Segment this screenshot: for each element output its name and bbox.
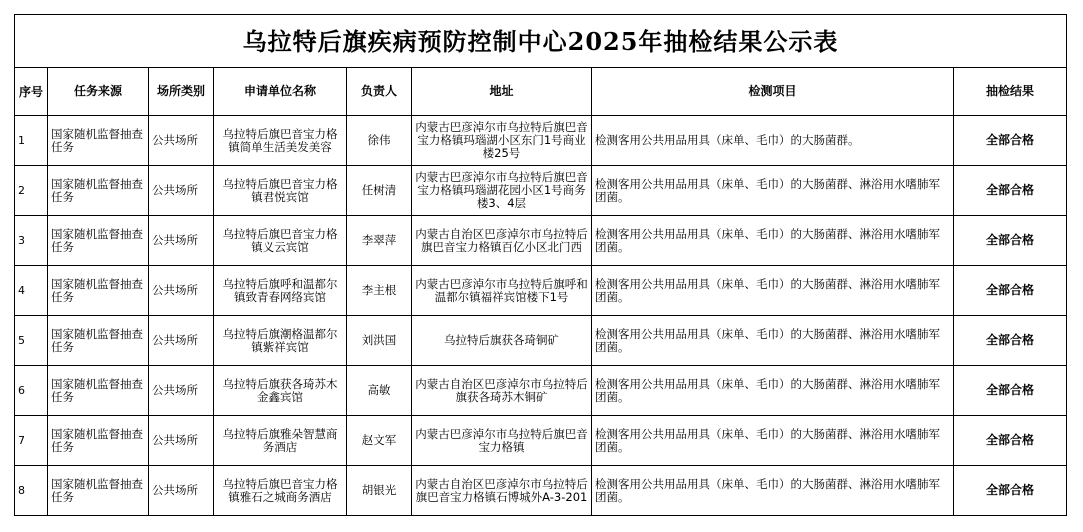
cell-venue-type: 公共场所: [149, 366, 214, 416]
cell-address: 内蒙古自治区巴彦淖尔市乌拉特后旗巴音宝力格镇石博城外A-3-201: [412, 466, 592, 516]
cell-venue-type: 公共场所: [149, 266, 214, 316]
cell-seq: 4: [15, 266, 48, 316]
cell-person: 李翠萍: [347, 216, 412, 266]
cell-unit-name: 乌拉特后旗巴音宝力格镇义云宾馆: [214, 216, 347, 266]
table-row: [15, 416, 1067, 466]
cell-items: 检测客用公共用品用具（床单、毛巾）的大肠菌群、淋浴用水嗜肺军团菌。: [592, 216, 954, 266]
cell-seq: 1: [15, 116, 48, 166]
cell-source: 国家随机监督抽查任务: [48, 166, 149, 216]
cell-person: 赵文军: [347, 416, 412, 466]
cell-person: 徐伟: [347, 116, 412, 166]
cell-source: 国家随机监督抽查任务: [48, 266, 149, 316]
cell-source: 国家随机监督抽查任务: [48, 366, 149, 416]
cell-venue-type: 公共场所: [149, 416, 214, 466]
cell-unit-name: 乌拉特后旗巴音宝力格镇雅石之城商务酒店: [214, 466, 347, 516]
cell-source: 国家随机监督抽查任务: [48, 416, 149, 466]
cell-seq: 8: [15, 466, 48, 516]
cell-person: 胡银光: [347, 466, 412, 516]
cell-address: 内蒙古巴彦淖尔市乌拉特后旗巴音宝力格镇玛瑙湖小区东门1号商业楼25号: [412, 116, 592, 166]
cell-result: 全部合格: [954, 316, 1067, 366]
cell-result: 全部合格: [954, 166, 1067, 216]
header-items: 检测项目: [592, 68, 954, 116]
cell-address: 内蒙古巴彦淖尔市乌拉特后旗巴音宝力格镇: [412, 416, 592, 466]
header-address: 地址: [412, 68, 592, 116]
cell-unit-name: 乌拉特后旗巴音宝力格镇简单生活美发美容: [214, 116, 347, 166]
results-table: [14, 14, 1067, 516]
cell-unit-name: 乌拉特后旗呼和温都尔镇致青春网络宾馆: [214, 266, 347, 316]
cell-result: 全部合格: [954, 416, 1067, 466]
header-result: 抽检结果: [954, 68, 1067, 116]
cell-person: 李主根: [347, 266, 412, 316]
cell-unit-name: 乌拉特后旗雅朵智慧商务酒店: [214, 416, 347, 466]
cell-items: 检测客用公共用品用具（床单、毛巾）的大肠菌群、淋浴用水嗜肺军团菌。: [592, 366, 954, 416]
table-row: [15, 366, 1067, 416]
cell-venue-type: 公共场所: [149, 216, 214, 266]
table-row: [15, 166, 1067, 216]
cell-items: 检测客用公共用品用具（床单、毛巾）的大肠菌群、淋浴用水嗜肺军团菌。: [592, 266, 954, 316]
cell-person: 任树清: [347, 166, 412, 216]
cell-person: 高敏: [347, 366, 412, 416]
table-title: 乌拉特后旗疾病预防控制中心2025年抽检结果公示表: [15, 15, 1067, 68]
table-row: [15, 116, 1067, 166]
header-person: 负责人: [347, 68, 412, 116]
cell-seq: 3: [15, 216, 48, 266]
cell-address: 内蒙古巴彦淖尔市乌拉特后旗巴音宝力格镇玛瑙湖花园小区1号商务楼3、4层: [412, 166, 592, 216]
table-row: [15, 216, 1067, 266]
table-row: [15, 466, 1067, 516]
cell-venue-type: 公共场所: [149, 116, 214, 166]
cell-address: 内蒙古自治区巴彦淖尔市乌拉特后旗巴音宝力格镇百亿小区北门西: [412, 216, 592, 266]
cell-seq: 6: [15, 366, 48, 416]
cell-source: 国家随机监督抽查任务: [48, 316, 149, 366]
cell-items: 检测客用公共用品用具（床单、毛巾）的大肠菌群。: [592, 116, 954, 166]
cell-seq: 2: [15, 166, 48, 216]
header-source: 任务来源: [48, 68, 149, 116]
cell-source: 国家随机监督抽查任务: [48, 466, 149, 516]
cell-result: 全部合格: [954, 466, 1067, 516]
header-venue-type: 场所类别: [149, 68, 214, 116]
cell-result: 全部合格: [954, 216, 1067, 266]
cell-person: 刘洪国: [347, 316, 412, 366]
cell-seq: 7: [15, 416, 48, 466]
cell-unit-name: 乌拉特后旗巴音宝力格镇君悦宾馆: [214, 166, 347, 216]
cell-unit-name: 乌拉特后旗获各琦苏木金鑫宾馆: [214, 366, 347, 416]
cell-address: 乌拉特后旗获各琦铜矿: [412, 316, 592, 366]
cell-address: 内蒙古自治区巴彦淖尔市乌拉特后旗获各琦苏木铜矿: [412, 366, 592, 416]
cell-address: 内蒙古巴彦淖尔市乌拉特后旗呼和温都尔镇福祥宾馆楼下1号: [412, 266, 592, 316]
header-unit-name: 申请单位名称: [214, 68, 347, 116]
cell-venue-type: 公共场所: [149, 316, 214, 366]
cell-items: 检测客用公共用品用具（床单、毛巾）的大肠菌群、淋浴用水嗜肺军团菌。: [592, 316, 954, 366]
header-row: [15, 68, 1067, 116]
cell-source: 国家随机监督抽查任务: [48, 116, 149, 166]
cell-items: 检测客用公共用品用具（床单、毛巾）的大肠菌群、淋浴用水嗜肺军团菌。: [592, 466, 954, 516]
cell-items: 检测客用公共用品用具（床单、毛巾）的大肠菌群、淋浴用水嗜肺军团菌。: [592, 166, 954, 216]
cell-result: 全部合格: [954, 266, 1067, 316]
cell-unit-name: 乌拉特后旗潮格温都尔镇紫祥宾馆: [214, 316, 347, 366]
table-row: [15, 316, 1067, 366]
header-seq: 序号: [15, 68, 48, 116]
cell-source: 国家随机监督抽查任务: [48, 216, 149, 266]
cell-seq: 5: [15, 316, 48, 366]
cell-result: 全部合格: [954, 366, 1067, 416]
cell-items: 检测客用公共用品用具（床单、毛巾）的大肠菌群、淋浴用水嗜肺军团菌。: [592, 416, 954, 466]
cell-venue-type: 公共场所: [149, 166, 214, 216]
cell-venue-type: 公共场所: [149, 466, 214, 516]
cell-result: 全部合格: [954, 116, 1067, 166]
table-row: [15, 266, 1067, 316]
